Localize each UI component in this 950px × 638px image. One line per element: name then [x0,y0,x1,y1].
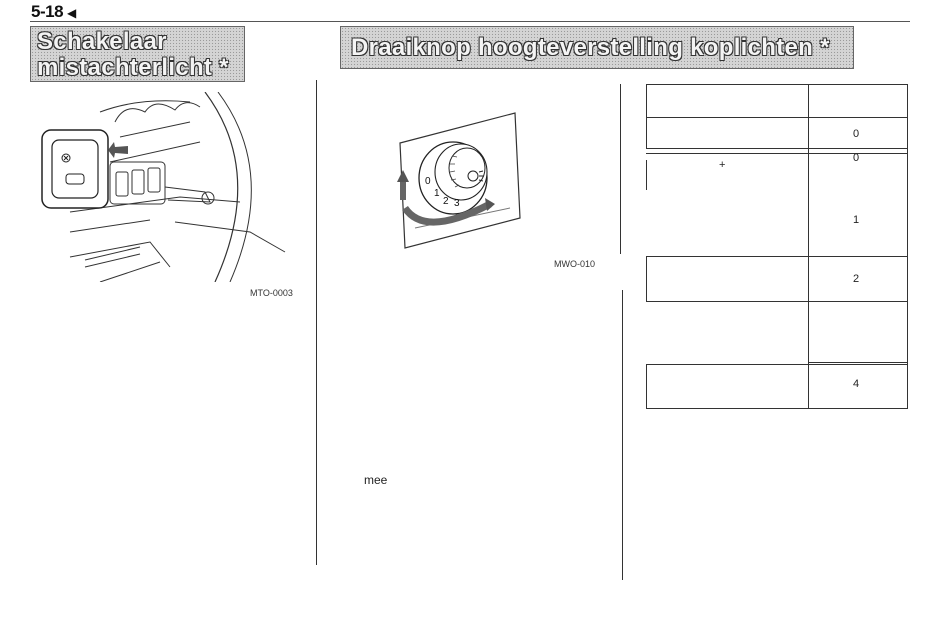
middle-figure-code: MWO-010 [554,259,596,269]
headlight-leveling-heading: Draaiknop hoogteverstelling koplichten * [340,26,854,69]
table-rule [646,153,908,154]
previous-page-arrow-icon: ◀ [67,6,76,20]
table-cell: 0 [853,128,860,140]
table-rule [646,256,647,302]
table-rule [808,84,809,409]
table-rule [646,256,908,257]
table-rule [646,117,908,118]
column-divider-1 [316,80,317,565]
left-figure-code: MTO-0003 [250,288,293,298]
heading-line-2: mistachterlicht * [37,54,229,81]
fog-light-switch-heading [30,26,245,82]
dial-position-3: 3 [454,198,460,209]
table-rule [646,301,908,302]
table-rule [808,362,908,363]
table-rule [646,364,908,365]
table-rule [646,148,908,149]
table-rule [646,408,908,409]
table-cell: 0 [853,152,860,164]
page-number: 5-18 ◀ [31,2,76,21]
text-fragment-mee: mee [364,473,388,487]
headlight-leveling-dial-illustration [395,108,525,253]
dial-position-0: 0 [425,176,431,187]
table-rule [646,117,647,149]
table-rule [646,364,647,409]
table-rule [646,160,647,190]
table-rule [646,84,908,85]
dial-position-2: 2 [443,196,449,207]
table-rule [907,84,908,409]
table-cell: 4 [853,378,860,390]
column-divider-2-lower [622,290,623,580]
table-rule [646,84,647,118]
fog-light-switch-illustration [40,92,302,282]
table-cell: + [719,159,726,171]
column-divider-2-upper [620,84,621,254]
table-cell: 2 [853,273,860,285]
dial-position-1: 1 [434,188,440,199]
header-rule [30,21,910,22]
table-cell: 1 [853,214,860,226]
heading-line-1: Schakelaar [37,28,167,55]
